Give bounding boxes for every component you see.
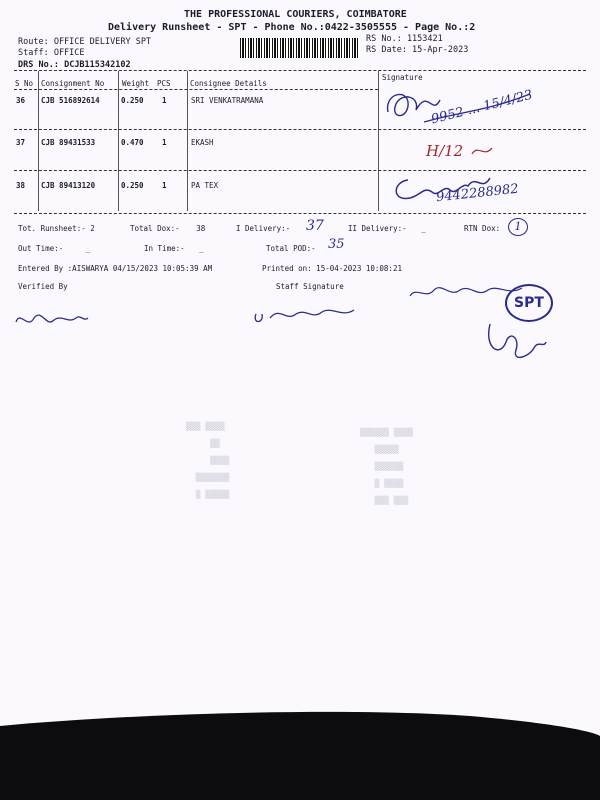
- drs-label: DRS No.:: [18, 60, 59, 70]
- drs-value: DCJB115342102: [64, 60, 131, 70]
- rs-date: RS Date: 15-Apr-2023: [366, 45, 469, 55]
- handwriting-row-36: 9952 ... 15/4/23: [429, 87, 535, 128]
- i-delivery-handwritten: 37: [306, 218, 324, 234]
- row-sno: 36: [16, 96, 26, 105]
- printed-on: Printed on: 15-04-2023 10:08:21: [262, 264, 402, 273]
- col-sno: S No: [15, 79, 34, 88]
- col-consignment: Consignment No: [41, 79, 105, 88]
- ii-delivery-value: _: [421, 224, 426, 233]
- row-pcs: 1: [162, 96, 167, 105]
- rtn-dox-handwritten: 1: [508, 218, 528, 236]
- entered-by: Entered By :AISWARYA 04/15/2023 10:05:39 AM: [18, 264, 213, 273]
- ii-delivery-label: II Delivery:-: [348, 224, 407, 233]
- i-delivery-label: I Delivery:-: [236, 224, 291, 233]
- spt-stamp: SPT: [505, 284, 553, 322]
- total-pod-handwritten: 35: [328, 237, 345, 252]
- row-consignment: CJB 516892614: [41, 96, 100, 105]
- col-weight: Weight: [122, 79, 150, 88]
- row-weight: 0.250: [121, 181, 144, 190]
- row-consignment: CJB 89413120: [41, 181, 96, 190]
- in-time-label: In Time:-: [144, 244, 185, 253]
- row-pcs: 1: [162, 181, 167, 190]
- company-name: THE PROFESSIONAL COURIERS, COIMBATORE: [184, 9, 407, 20]
- row-pcs: 1: [162, 138, 167, 147]
- handwriting-row-38: 9442288982: [435, 181, 520, 206]
- row-consignee: PA TEX: [191, 181, 219, 190]
- total-runsheet: Tot. Runsheet:- 2: [18, 224, 95, 233]
- rs-number: RS No.: 1153421: [366, 34, 443, 44]
- in-time-value: _: [199, 244, 204, 253]
- route-label: Route: OFFICE DELIVERY SPT: [18, 37, 152, 47]
- col-signature: Signature: [382, 73, 423, 82]
- rtn-dox-label: RTN Dox:: [464, 224, 501, 233]
- bleed-through-left: ▒▒▒ ▒▒▒▒ ▒▒ ▒▒▒▒ ▒▒▒▒▒▒▒ ▒ ▒▒▒▒▒: [186, 422, 230, 499]
- total-pod-label: Total POD:-: [266, 244, 316, 253]
- row-weight: 0.250: [121, 96, 144, 105]
- staff-label: Staff: OFFICE: [18, 48, 85, 58]
- out-time-label: Out Time:-: [18, 244, 64, 253]
- col-consignee: Consignee Details: [190, 79, 267, 88]
- bleed-through-right: ▒▒▒▒▒▒ ▒▒▒▒ ▒▒▒▒▒ ▒▒▒▒▒▒ ▒ ▒▒▒▒ ▒▒▒ ▒▒▒: [360, 428, 413, 505]
- runsheet-title: Delivery Runsheet - SPT - Phone No.:0422-3505555 - Page No.:2: [108, 22, 476, 33]
- row-sno: 38: [16, 181, 26, 190]
- row-weight: 0.470: [121, 138, 144, 147]
- row-sno: 37: [16, 138, 26, 147]
- out-time-value: _: [85, 244, 91, 253]
- row-consignment: CJB 89431533: [41, 138, 96, 147]
- row-consignee: EKASH: [191, 138, 214, 147]
- total-dox-value: 38: [196, 224, 206, 233]
- total-dox-label: Total Dox:-: [130, 224, 180, 233]
- handwriting-row-37: H/12: [426, 142, 464, 160]
- col-pcs: PCS: [157, 79, 171, 88]
- row-consignee: SRI VENKATRAMANA: [191, 96, 264, 105]
- verified-by: Verified By: [18, 282, 68, 291]
- staff-signature-label: Staff Signature: [276, 282, 344, 291]
